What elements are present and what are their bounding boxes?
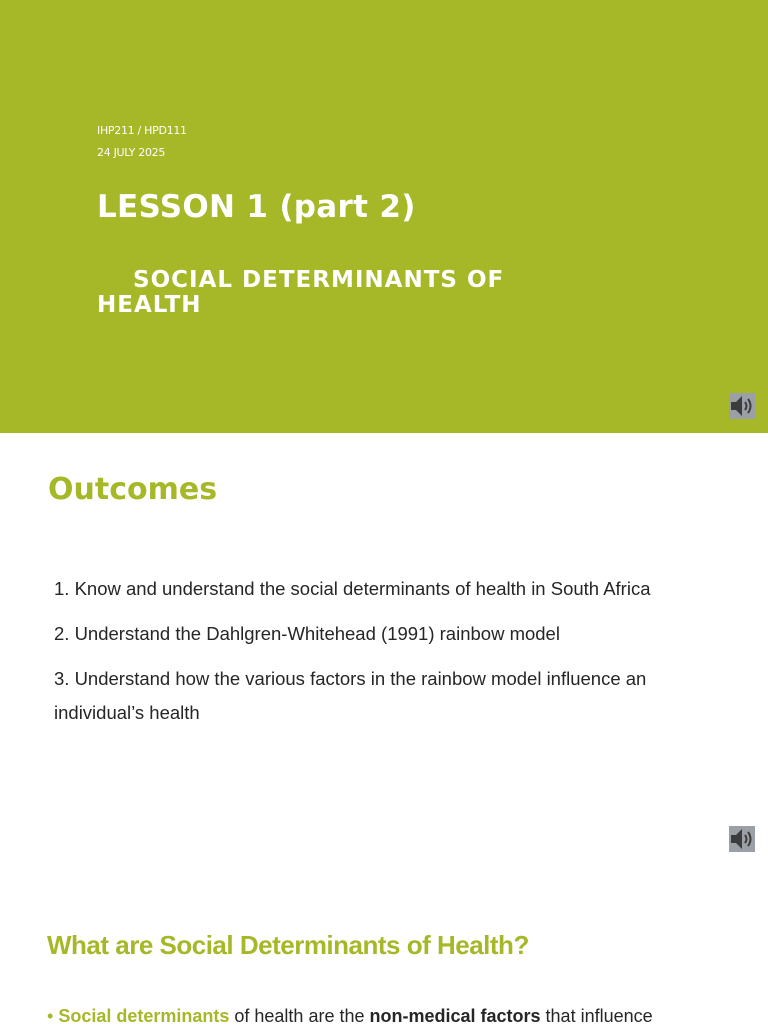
lesson-title: LESSON 1 (part 2) [97,189,416,225]
speaker-icon[interactable] [729,826,755,852]
bullet-marker: • [47,1006,54,1026]
course-code: IHP211 / HPD111 [97,124,187,137]
speaker-icon[interactable] [729,393,755,419]
outcomes-title: Outcomes [48,472,218,507]
bullet-text: of health are the [229,1006,370,1026]
bullet-bold: non-medical factors [369,1006,541,1026]
title-slide [0,0,768,433]
lesson-subtitle: SOCIAL DETERMINANTS OF HEALTH [97,267,505,318]
sdh-title: What are Social Determinants of Health? [47,930,529,960]
lecture-date: 24 JULY 2025 [97,146,166,159]
outcome-item: 3. Understand how the various factors in the rainbow model influence an individual’s health [54,668,647,723]
outcomes-list [54,572,704,741]
bullet-text: that influence [540,1006,653,1026]
outcome-item: 1. Know and understand the social determinants of health in South Africa [54,578,651,599]
bullet-term: Social determinants [58,1006,230,1026]
outcome-item: 2. Understand the Dahlgren-Whitehead (1991) rainbow model [54,623,560,644]
